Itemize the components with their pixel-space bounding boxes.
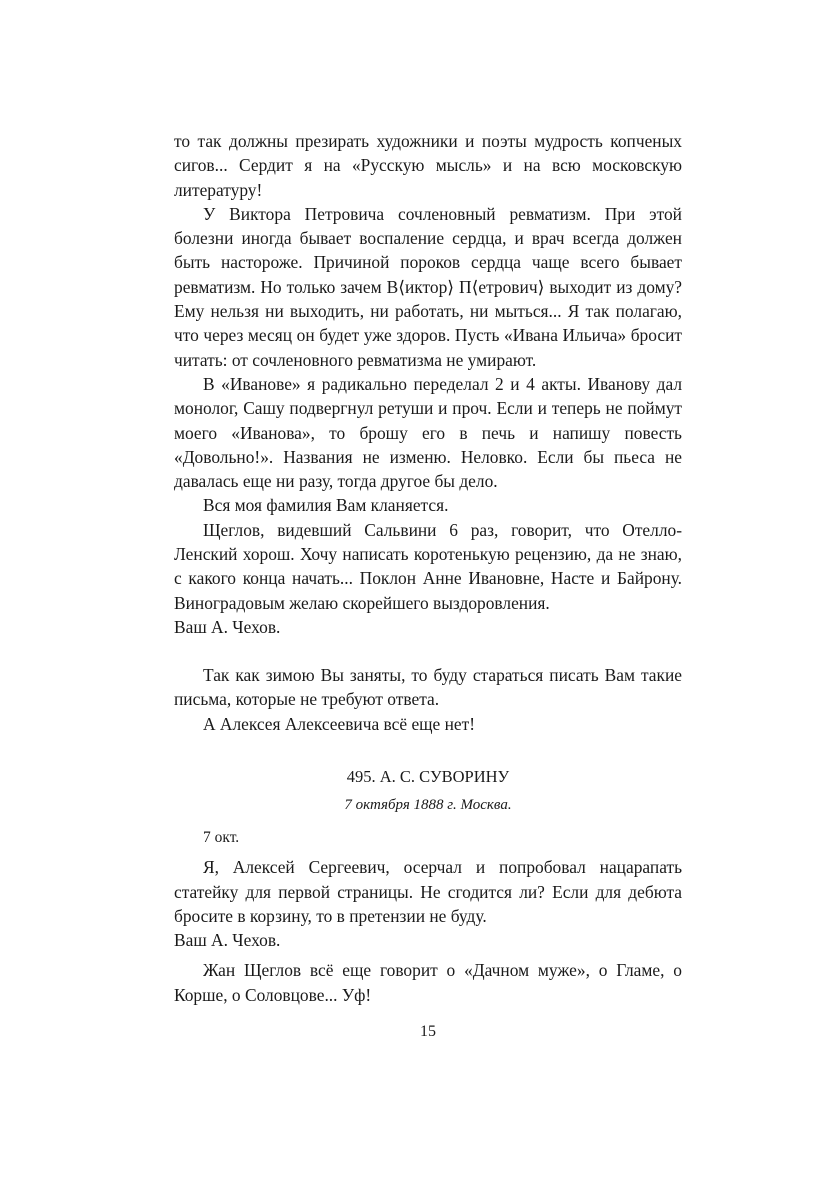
paragraph: Жан Щеглов всё еще говорит о «Дачном муже», о Гламе, о Корше, о Соловцове... Уф! (174, 960, 682, 1005)
page-number: 15 (420, 1023, 436, 1040)
paragraph: А Алексея Алексеевича всё еще нет! (203, 713, 476, 734)
letter-body (174, 826, 682, 1007)
paragraph: то так должны презирать художники и поэты мудрость копченых сигов... Сердит я на «Русскую мысль» и на всю московскую литературу! (174, 131, 682, 200)
paragraph: В «Иванове» я радикально переделал 2 и 4 акты. Иванову дал монолог, Сашу подвергнул ретуши и проч. Если и теперь не поймут моего «Иванова», то брошу его в печь и напишу повесть «Довольно!». Названия не изменю. Неловко. Если бы пьеса не давалась еще ни разу, тогда другое бы дело. (174, 373, 682, 492)
signature: Ваш А. Чехов. (174, 616, 281, 637)
signature: Ваш А. Чехов. (174, 930, 281, 951)
letter-continuation (174, 129, 682, 639)
letter-heading: 495. А. С. СУВОРИНУ (346, 767, 510, 786)
paragraph: Так как зимою Вы заняты, то буду стараться писать Вам такие письма, которые не требуют ответа. (174, 665, 682, 710)
letter-dateline: 7 окт. (203, 829, 240, 846)
paragraph: Щеглов, видевший Сальвини 6 раз, говорит, что Отелло-Ленский хорош. Хочу написать коротенькую рецензию, да не знаю, с какого конца начать... Поклон Анне Ивановне, Насте и Байрону. Виноградовым желаю скорейшего выздоровления. (174, 519, 682, 613)
letter-date-place: 7 октября 1888 г. Москва. (344, 797, 512, 813)
paragraph: Я, Алексей Сергеевич, осерчал и попробовал нацарапать статейку для первой страницы. Не сгодится ли? Если для дебюта бросите в корзину, то в претензии не буду. (174, 857, 682, 926)
postscript (174, 663, 682, 736)
paragraph: Вся моя фамилия Вам кланяется. (203, 495, 449, 516)
paragraph: У Виктора Петровича сочленовный ревматизм. При этой болезни иногда бывает воспаление сердца, и врач всегда должен быть настороже. Причиной пороков сердца чаще всего бывает ревматизм. Но только зачем В⟨иктор⟩ П⟨етрович⟩ выходит из дому? Ему нельзя ни выходить, ни работать, ни мыться... Я так полагаю, что через месяц он будет уже здоров. Пусть «Ивана Ильича» бросит читать: от сочленовного ревматизма не умирают. (174, 203, 682, 370)
